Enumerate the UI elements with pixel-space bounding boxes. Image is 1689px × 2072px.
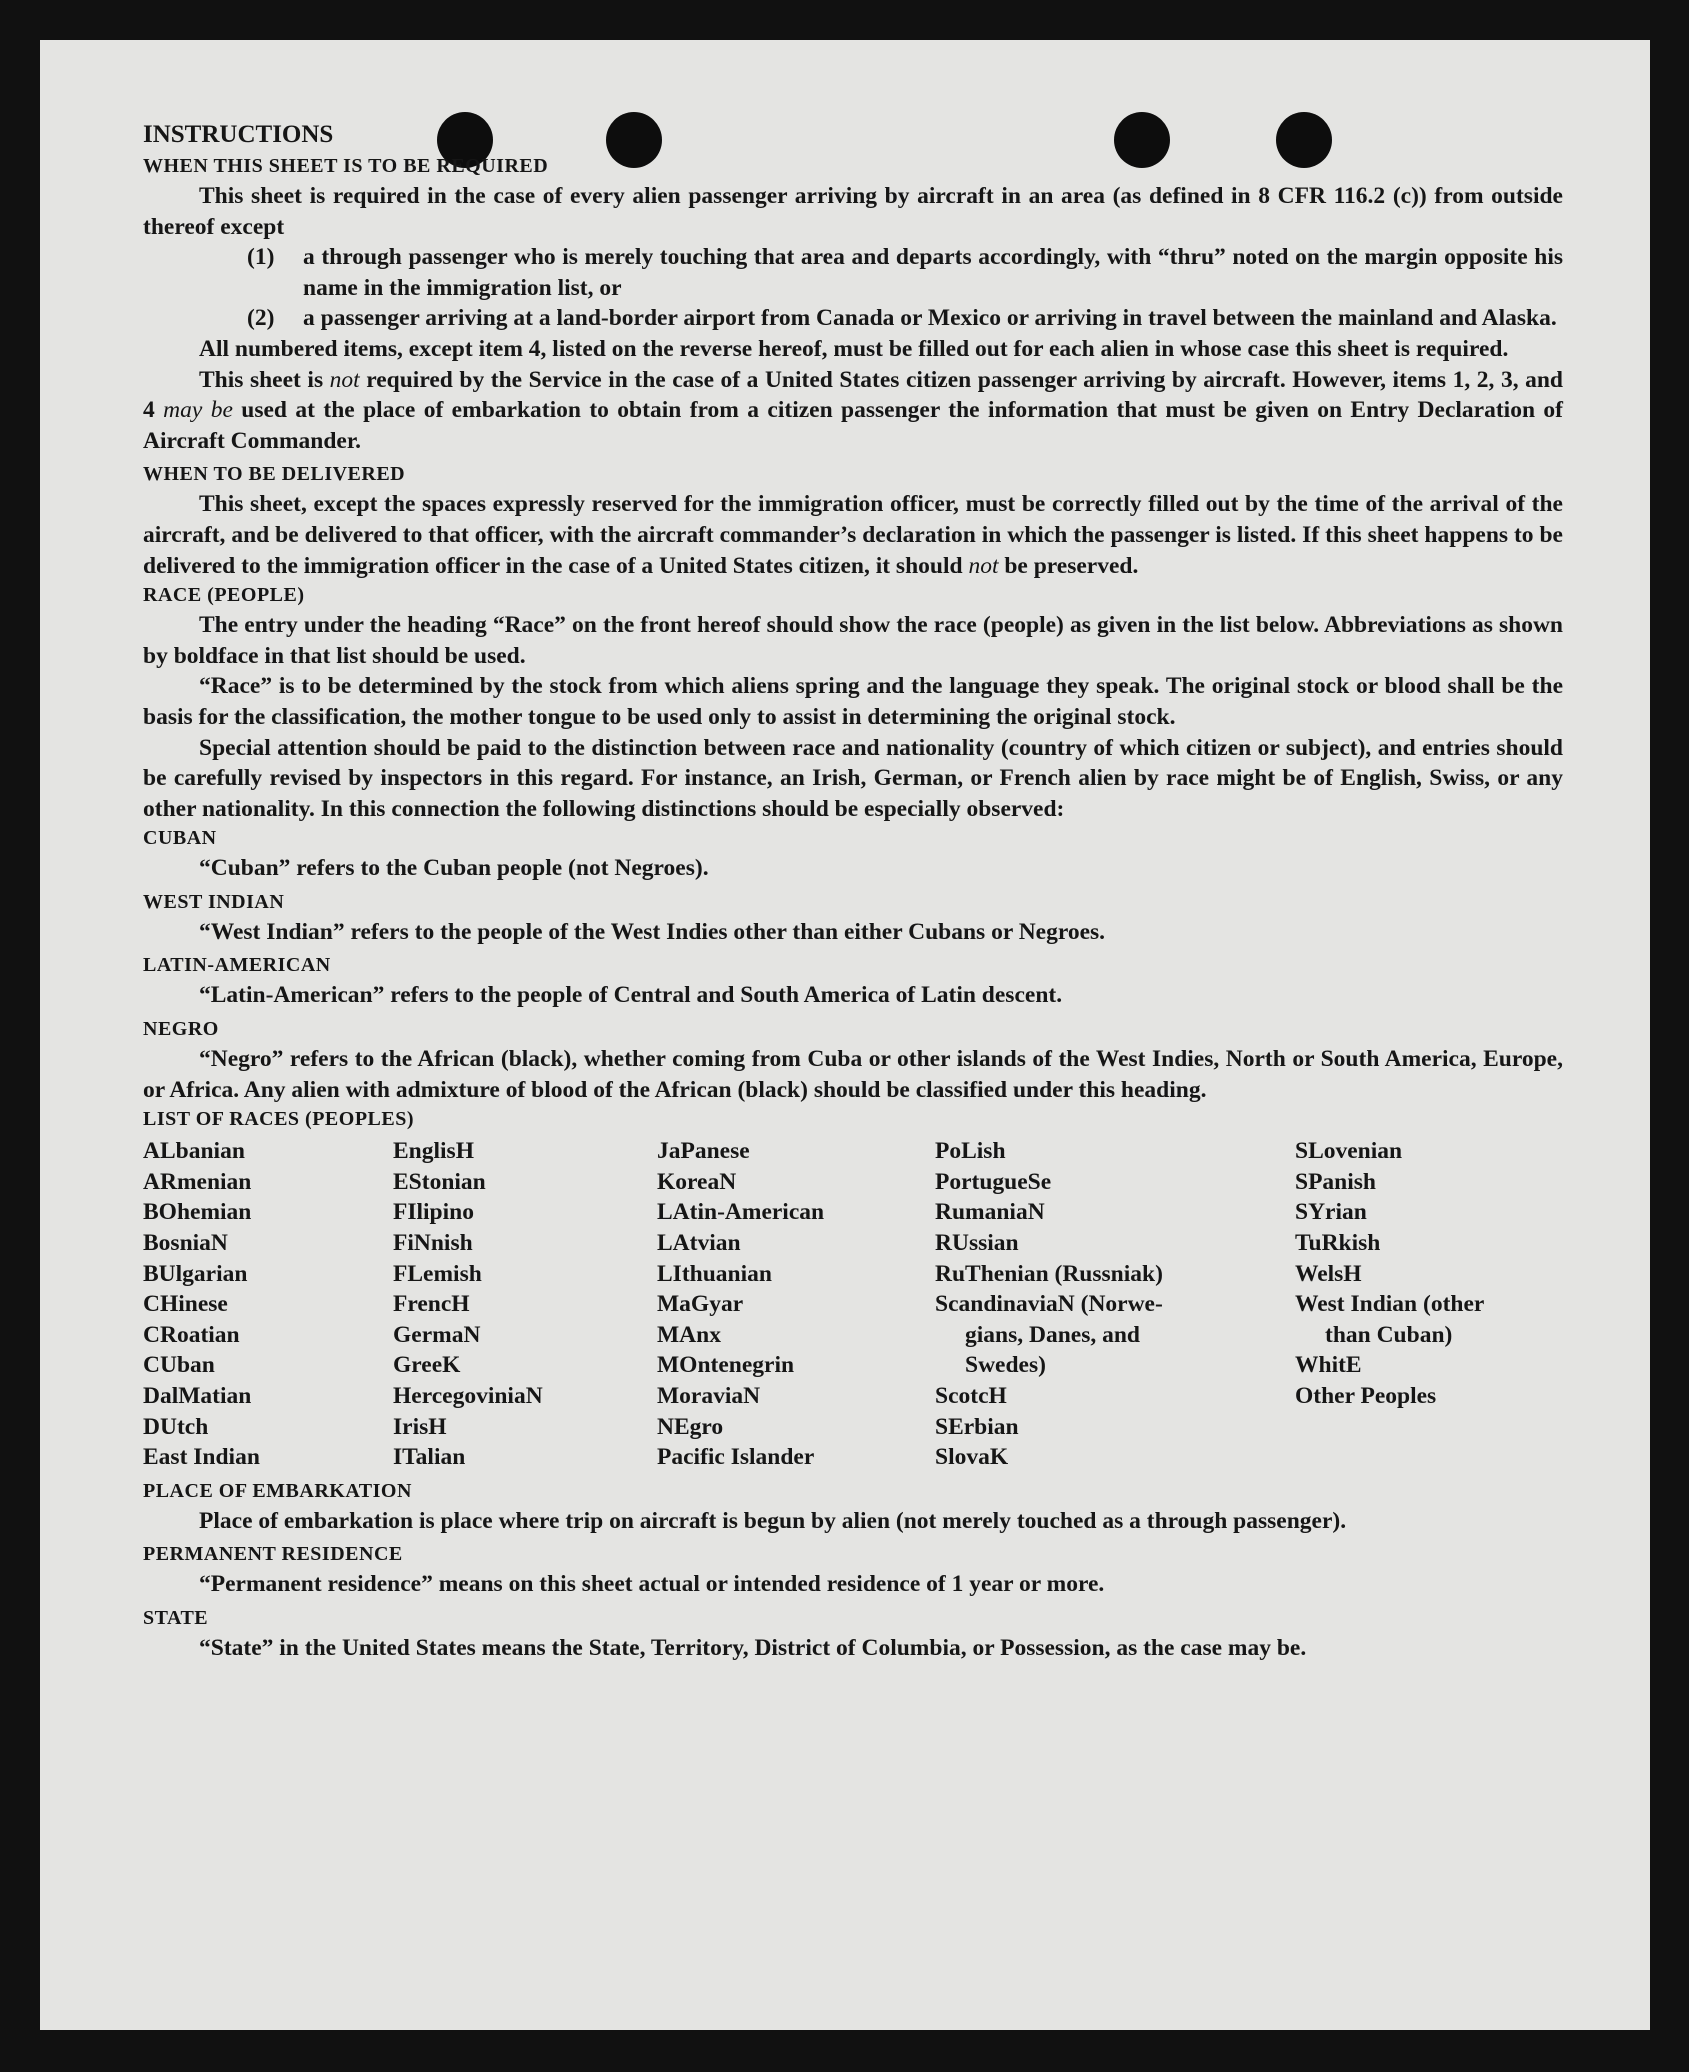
section-heading-required: WHEN THIS SHEET IS TO BE REQUIRED bbox=[143, 155, 549, 177]
list-item: WhitE bbox=[1295, 1352, 1362, 1379]
list-item: SYrian bbox=[1295, 1199, 1367, 1226]
list-item: Other Peoples bbox=[1295, 1383, 1437, 1409]
section-heading-state: STATE bbox=[143, 1606, 209, 1629]
list-item: FrencH bbox=[393, 1291, 470, 1318]
page-title: INSTRUCTIONS bbox=[143, 121, 334, 148]
list-item: MAnx bbox=[657, 1321, 721, 1348]
paragraph: “Cuban” refers to the Cuban people (not Negroes). bbox=[199, 855, 709, 882]
list-item: TuRkish bbox=[1295, 1230, 1381, 1257]
paragraph: This sheet, except the spaces expressly reserved for the immigration officer, must be correctly filled out by the time of the arrival of the aircraft, and be delivered to that officer, with the aircraft commander’s declaration in which the passenger is listed. If this sheet happens to be delivered to the immigration officer in the case of a United States citizen, it should not be preserved. bbox=[143, 491, 1563, 579]
list-item: ScotcH bbox=[935, 1383, 1007, 1409]
paragraph: “Negro” refers to the African (black), whether coming from Cuba or other islands of the West Indies, North or South America, Europe, or Africa. Any alien with admixture of blood of the African (black) should be classified under this heading. bbox=[143, 1046, 1563, 1103]
list-item: East Indian bbox=[143, 1444, 260, 1471]
list-item: RuThenian (Russniak) bbox=[935, 1260, 1163, 1287]
paragraph: “Latin-American” refers to the people of Central and South America of Latin descent. bbox=[199, 982, 1063, 1009]
section-heading-negro: NEGRO bbox=[143, 1018, 219, 1041]
list-item: Pacific Islander bbox=[657, 1444, 815, 1471]
item-number: (2) bbox=[247, 305, 275, 332]
section-heading-race: RACE (PEOPLE) bbox=[143, 584, 305, 607]
list-item: FLemish bbox=[393, 1260, 482, 1287]
section-heading-embarkation: PLACE OF EMBARKATION bbox=[143, 1479, 412, 1502]
section-heading-list-of-races: LIST OF RACES (PEOPLES) bbox=[143, 1108, 415, 1131]
list-item: NEgro bbox=[657, 1413, 724, 1440]
list-item: BOhemian bbox=[143, 1199, 252, 1226]
list-item: ScandinaviaN (Norwe- bbox=[935, 1291, 1163, 1318]
list-item: CHinese bbox=[143, 1291, 228, 1318]
paragraph: “Permanent residence” means on this sheet actual or intended residence of 1 year or more. bbox=[199, 1571, 1105, 1598]
list-item: JaPanese bbox=[657, 1138, 750, 1165]
list-item: KoreaN bbox=[657, 1168, 737, 1195]
paragraph: “State” in the United States means the State, Territory, District of Columbia, or Possession, as the case may be. bbox=[199, 1634, 1307, 1661]
list-item: GreeK bbox=[393, 1352, 461, 1379]
item-text: a passenger arriving at a land-border airport from Canada or Mexico or arriving in travel between the mainland and Alaska. bbox=[303, 305, 1557, 332]
list-item: CRoatian bbox=[143, 1321, 240, 1348]
races-list bbox=[143, 1136, 1563, 1473]
list-item: MaGyar bbox=[657, 1291, 744, 1318]
list-item: WelsH bbox=[1295, 1260, 1362, 1287]
list-item: HercegoviniaN bbox=[393, 1383, 543, 1409]
paragraph: The entry under the heading “Race” on the front hereof should show the race (people) as given in the list below. Abbreviations as shown by boldface in that list should be used. bbox=[143, 612, 1563, 669]
numbered-item bbox=[143, 303, 1563, 334]
list-item: EnglisH bbox=[393, 1138, 474, 1165]
races-column bbox=[393, 1136, 657, 1473]
list-item: RumaniaN bbox=[935, 1199, 1045, 1226]
list-item: than Cuban) bbox=[1325, 1321, 1453, 1348]
races-column bbox=[143, 1136, 393, 1473]
paragraph: Place of embarkation is place where trip on aircraft is begun by alien (not merely touched as a through passenger). bbox=[199, 1507, 1347, 1534]
list-item: ITalian bbox=[393, 1444, 466, 1471]
section-heading-cuban: CUBAN bbox=[143, 827, 217, 850]
paragraph: Special attention should be paid to the distinction between race and nationality (country of which citizen or subject), and entries should be carefully revised by inspectors in this regard. For instance, an Irish, German, or French alien by race might be of English, Swiss, or any other nationality. In this connection the following distinctions should be especially observed: bbox=[143, 734, 1563, 822]
paragraph: This sheet is not required by the Service in the case of a United States citizen passenger arriving by aircraft. However, items 1, 2, 3, and 4 may be used at the place of embarkation to obtain from a citizen passenger the information that must be given on Entry Declaration of Aircraft Commander. bbox=[143, 366, 1564, 454]
list-item: PoLish bbox=[935, 1138, 1006, 1165]
races-column bbox=[1295, 1136, 1555, 1473]
list-item: West Indian (other bbox=[1295, 1291, 1485, 1318]
list-item: LAtin-American bbox=[657, 1199, 825, 1226]
list-item: LIthuanian bbox=[657, 1260, 772, 1287]
numbered-item bbox=[143, 242, 1563, 303]
paragraph: All numbered items, except item 4, listed on the reverse hereof, must be filled out for each alien in whose case this sheet is required. bbox=[199, 335, 1509, 362]
list-item: GermaN bbox=[393, 1321, 481, 1348]
paragraph: This sheet is required in the case of every alien passenger arriving by aircraft in an area (as defined in 8 CFR 116.2 (c)) from outside thereof except bbox=[143, 183, 1563, 240]
list-item: IrisH bbox=[393, 1413, 447, 1440]
paragraph: “Race” is to be determined by the stock from which aliens spring and the language they speak. The original stock or blood shall be the basis for the classification, the mother tongue to be used only to assist in determining the original stock. bbox=[143, 673, 1563, 730]
list-item: BUlgarian bbox=[143, 1260, 248, 1287]
races-column bbox=[935, 1136, 1295, 1473]
list-item: ARmenian bbox=[143, 1168, 252, 1195]
list-item: gians, Danes, and bbox=[965, 1321, 1140, 1348]
list-item: DUtch bbox=[143, 1413, 209, 1440]
list-item: BosniaN bbox=[143, 1230, 228, 1257]
list-item: CUban bbox=[143, 1352, 215, 1379]
list-item: PortugueSe bbox=[935, 1168, 1052, 1195]
races-column bbox=[657, 1136, 935, 1473]
list-item: LAtvian bbox=[657, 1230, 741, 1257]
list-item: SErbian bbox=[935, 1413, 1019, 1440]
item-number: (1) bbox=[247, 244, 275, 271]
section-heading-permanent-residence: PERMANENT RESIDENCE bbox=[143, 1543, 403, 1566]
list-item: ALbanian bbox=[143, 1138, 245, 1165]
list-item: SLovenian bbox=[1295, 1138, 1403, 1165]
section-heading-latin-american: LATIN-AMERICAN bbox=[143, 954, 331, 977]
document-page bbox=[40, 40, 1650, 2030]
item-text: a through passenger who is merely touching that area and departs accordingly, with “thru” noted on the margin opposite his name in the immigration list, or bbox=[303, 244, 1563, 301]
section-heading-delivered: WHEN TO BE DELIVERED bbox=[143, 463, 406, 486]
list-item: FIlipino bbox=[393, 1199, 474, 1226]
paragraph: “West Indian” refers to the people of the West Indies other than either Cubans or Negroes. bbox=[199, 918, 1106, 945]
list-item: Swedes) bbox=[965, 1352, 1046, 1379]
list-item: FiNnish bbox=[393, 1230, 473, 1257]
section-heading-west-indian: WEST INDIAN bbox=[143, 890, 285, 913]
instructions-text bbox=[143, 118, 1563, 1664]
list-item: MoraviaN bbox=[657, 1383, 761, 1409]
list-item: MOntenegrin bbox=[657, 1352, 795, 1379]
list-item: DalMatian bbox=[143, 1383, 252, 1409]
list-item: RUssian bbox=[935, 1230, 1019, 1257]
list-item: EStonian bbox=[393, 1168, 486, 1195]
list-item: SlovaK bbox=[935, 1444, 1009, 1471]
list-item: SPanish bbox=[1295, 1168, 1376, 1195]
